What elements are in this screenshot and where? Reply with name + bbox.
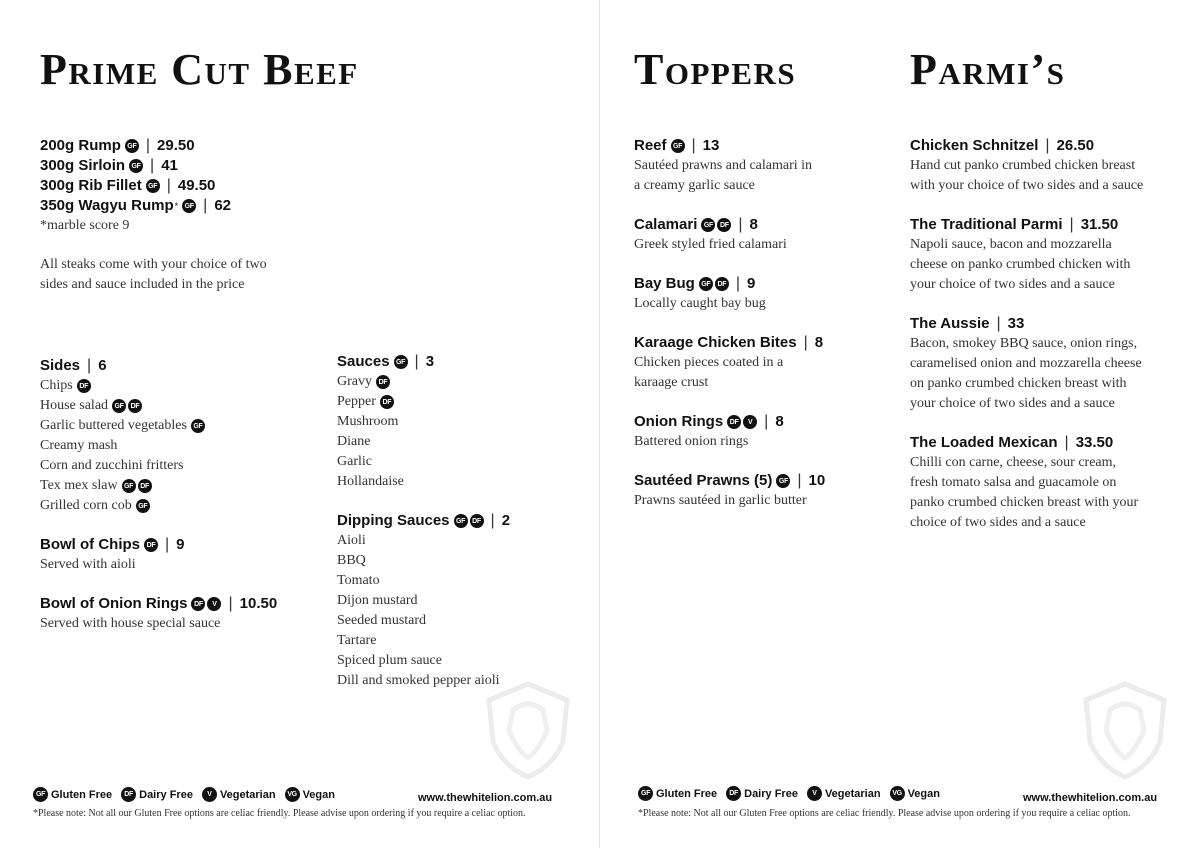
dairy-free-badge-icon: DF: [717, 218, 731, 232]
dairy-free-badge-icon: DF: [727, 415, 741, 429]
legend-item: [121, 787, 193, 802]
item-name: Tomato: [337, 573, 380, 588]
item-name: Reef: [634, 137, 667, 154]
gluten-free-badge-icon: GF: [129, 159, 143, 173]
item-price: 8: [775, 413, 784, 430]
item-description: Bacon, smokey BBQ sauce, onion rings,: [910, 336, 1138, 351]
steak-list: [40, 136, 267, 216]
item-heading: [910, 215, 1143, 235]
vegetarian-badge-icon: V: [807, 786, 822, 801]
item-price: 8: [749, 216, 758, 233]
item-spacer: [634, 393, 825, 412]
item-description: Prawns sautéed in garlic butter: [634, 493, 807, 508]
steak-item: [40, 156, 267, 176]
price-separator: |: [691, 137, 696, 154]
lion-crest-watermark-icon: [1080, 680, 1170, 780]
legend-label: Gluten Free: [656, 787, 718, 800]
dipping-price: 2: [501, 512, 511, 529]
menu-page-left: [0, 0, 599, 848]
footnote-marker: *: [174, 201, 179, 211]
price-separator: |: [803, 334, 808, 351]
price-separator: |: [996, 315, 1001, 332]
menu-item: [634, 393, 825, 452]
list-item: [337, 611, 510, 631]
item-spacer: [910, 295, 1143, 314]
item-name: Spiced plum sauce: [337, 653, 442, 668]
marble-note: *marble score 9: [40, 218, 130, 233]
steak-note-line-2: sides and sauce included in the price: [40, 277, 245, 292]
item-name: Mushroom: [337, 414, 399, 429]
dipping-badges: [450, 514, 484, 528]
item-price: 8: [814, 334, 824, 351]
dietary-legend: [638, 786, 949, 801]
sides-section: [40, 356, 277, 634]
item-description: your choice of two sides and a sauce: [910, 396, 1115, 411]
price-separator: |: [1064, 434, 1069, 451]
dairy-free-badge-icon: DF: [715, 277, 729, 291]
price-separator: |: [1045, 137, 1050, 154]
sides-list: [40, 376, 277, 516]
legend-label: Vegan: [302, 788, 335, 801]
steak-item: [40, 196, 267, 216]
sides-title: Sides: [40, 357, 81, 374]
item-name: Aioli: [337, 533, 366, 548]
list-item: [337, 432, 510, 452]
menu-item: [634, 196, 825, 255]
gluten-free-badge-icon: GF: [122, 479, 136, 493]
item-description: a creamy garlic sauce: [634, 178, 755, 193]
dipping-title: Dipping Sauces: [337, 512, 450, 529]
item-name: The Traditional Parmi: [910, 216, 1063, 233]
item-name: Hollandaise: [337, 474, 404, 489]
item-price: 9: [747, 275, 756, 292]
item-name: Dill and smoked pepper aioli: [337, 673, 500, 688]
item-name: BBQ: [337, 553, 366, 568]
gluten-free-badge-icon: GF: [182, 199, 196, 213]
item-price: 62: [214, 197, 231, 214]
sauces-section: [337, 352, 510, 691]
item-name: Dijon mustard: [337, 593, 418, 608]
item-name: 300g Rib Fillet: [40, 177, 142, 194]
list-item: [40, 476, 277, 496]
item-heading: [634, 215, 825, 235]
gluten-free-badge-icon: GF: [136, 499, 150, 513]
bowl-onion-price: 10.50: [239, 595, 278, 612]
dairy-free-badge-icon: DF: [376, 375, 390, 389]
item-price: 49.50: [177, 177, 216, 194]
legend-label: Vegan: [907, 787, 940, 800]
list-item: [337, 412, 510, 432]
item-price: 41: [161, 157, 178, 174]
dairy-free-badge-icon: DF: [726, 786, 741, 801]
list-item: [40, 456, 277, 476]
item-price: 33: [1007, 315, 1025, 332]
item-heading: [910, 136, 1143, 156]
list-item: [40, 436, 277, 456]
website-link[interactable]: www.thewhitelion.com.au: [418, 792, 553, 804]
item-name: Pepper: [337, 394, 376, 409]
item-description: Battered onion rings: [634, 434, 749, 449]
item-price: 10: [808, 472, 826, 489]
item-description: Locally caught bay bug: [634, 296, 766, 311]
legend-label: Dairy Free: [139, 788, 193, 801]
price-separator: |: [764, 413, 769, 430]
legend-item: [890, 786, 940, 801]
vegetarian-badge-icon: V: [202, 787, 217, 802]
item-spacer: [634, 196, 825, 215]
item-name: Corn and zucchini fritters: [40, 458, 184, 473]
item-description: your choice of two sides and a sauce: [910, 277, 1115, 292]
item-name: Chips: [40, 378, 73, 393]
list-item: [337, 452, 510, 472]
gluten-free-badge-icon: GF: [33, 787, 48, 802]
bowl-chips-heading: Bowl of Chips DF | 9: [40, 536, 185, 553]
list-item: [337, 372, 510, 392]
list-item: [40, 496, 277, 516]
vegan-badge-icon: VG: [285, 787, 300, 802]
sides-heading: Sides | 6: [40, 357, 107, 374]
item-heading: [634, 136, 825, 156]
item-price: 26.50: [1056, 137, 1095, 154]
list-item: [337, 591, 510, 611]
item-description: Napoli sauce, bacon and mozzarella: [910, 237, 1112, 252]
celiac-note: *Please note: Not all our Gluten Free options are celiac friendly. Please advise upon ordering if you require a celiac option.: [638, 808, 1131, 819]
legend-label: Vegetarian: [824, 787, 881, 800]
celiac-note: *Please note: Not all our Gluten Free options are celiac friendly. Please advise upon ordering if you require a celiac option.: [33, 808, 526, 819]
gluten-free-badge-icon: GF: [671, 139, 685, 153]
item-name: Seeded mustard: [337, 613, 427, 628]
list-item: [337, 472, 510, 492]
menu-item: [910, 136, 1143, 196]
price-separator: |: [797, 472, 802, 489]
steak-item: [40, 136, 267, 156]
gluten-free-badge-icon: GF: [638, 786, 653, 801]
legend-item: [285, 787, 335, 802]
item-name: House salad: [40, 398, 109, 413]
item-heading: [634, 274, 825, 294]
item-description: choice of two sides and a sauce: [910, 515, 1086, 530]
item-spacer: [910, 196, 1143, 215]
dairy-free-badge-icon: DF: [380, 395, 394, 409]
item-heading: [634, 471, 825, 491]
website-link[interactable]: www.thewhitelion.com.au: [1023, 792, 1158, 804]
toppers-title: Toppers: [634, 45, 797, 94]
list-item: [337, 551, 510, 571]
menu-item: [634, 255, 825, 314]
list-item: [40, 396, 277, 416]
legend-item: [638, 786, 717, 801]
item-name: 350g Wagyu Rump: [40, 197, 174, 214]
price-separator: |: [145, 137, 151, 154]
item-description: Chicken pieces coated in a: [634, 355, 784, 370]
item-description: with your choice of two sides and a sauce: [910, 178, 1144, 193]
sauces-heading: Sauces GF | 3: [337, 353, 435, 370]
menu-page-right: [600, 0, 1200, 848]
item-heading: [910, 433, 1143, 453]
sauces-list: [337, 372, 510, 492]
menu-item: [910, 196, 1143, 295]
item-description: karaage crust: [634, 375, 709, 390]
item-name: The Aussie: [910, 315, 990, 332]
menu-item: [634, 452, 825, 511]
bowl-chips-badges: [140, 538, 158, 552]
item-name: Chicken Schnitzel: [910, 137, 1039, 154]
item-description: Sautéed prawns and calamari in: [634, 158, 813, 173]
item-description: panko crumbed chicken breast with your: [910, 495, 1139, 510]
item-name: Sautéed Prawns (5): [634, 472, 773, 489]
item-name: The Loaded Mexican: [910, 434, 1058, 451]
price-separator: |: [738, 216, 743, 233]
item-heading: [634, 333, 825, 353]
parmis-list: [910, 136, 1143, 533]
item-name: Onion Rings: [634, 413, 724, 430]
item-price: 33.50: [1075, 434, 1114, 451]
item-name: Grilled corn cob: [40, 498, 132, 513]
sauces-title: Sauces: [337, 353, 390, 370]
item-spacer: [634, 255, 825, 274]
menu-item: [910, 295, 1143, 414]
list-item: [40, 376, 277, 396]
vegan-badge-icon: VG: [890, 786, 905, 801]
list-item: [40, 416, 277, 436]
item-name: Calamari: [634, 216, 698, 233]
item-name: 300g Sirloin: [40, 157, 126, 174]
legend-item: [33, 787, 112, 802]
gluten-free-badge-icon: GF: [125, 139, 139, 153]
sauces-badges: [390, 355, 408, 369]
item-name: Bay Bug: [634, 275, 695, 292]
bowl-onion-heading: Bowl of Onion Rings DF V | 10.50: [40, 595, 278, 612]
item-spacer: [634, 452, 825, 471]
item-name: 200g Rump: [40, 137, 121, 154]
item-description: cheese on panko crumbed chicken with: [910, 257, 1131, 272]
menu-item: [634, 136, 825, 196]
gluten-free-badge-icon: GF: [699, 277, 713, 291]
item-description: Chilli con carne, cheese, sour cream,: [910, 455, 1117, 470]
dairy-free-badge-icon: DF: [144, 538, 158, 552]
item-name: Tartare: [337, 633, 377, 648]
item-description: Hand cut panko crumbed chicken breast: [910, 158, 1136, 173]
bowl-onion-badges: [187, 597, 221, 611]
gluten-free-badge-icon: GF: [112, 399, 126, 413]
dairy-free-badge-icon: DF: [191, 597, 205, 611]
gluten-free-badge-icon: GF: [776, 474, 790, 488]
item-description: Greek styled fried calamari: [634, 237, 787, 252]
gluten-free-badge-icon: GF: [454, 514, 468, 528]
gluten-free-badge-icon: GF: [191, 419, 205, 433]
price-separator: |: [150, 157, 155, 174]
gluten-free-badge-icon: GF: [146, 179, 160, 193]
dairy-free-badge-icon: DF: [121, 787, 136, 802]
legend-item: [202, 787, 276, 802]
list-item: [337, 531, 510, 551]
price-separator: |: [166, 177, 171, 194]
list-item: [337, 631, 510, 651]
sides-price: 6: [98, 357, 107, 374]
legend-label: Gluten Free: [51, 788, 113, 801]
dairy-free-badge-icon: DF: [138, 479, 152, 493]
list-item: [337, 571, 510, 591]
gluten-free-badge-icon: GF: [394, 355, 408, 369]
parmis-title: Parmi’s: [910, 45, 1066, 94]
steak-item: [40, 176, 267, 196]
dairy-free-badge-icon: DF: [128, 399, 142, 413]
item-name: Garlic: [337, 454, 372, 469]
sauces-price: 3: [425, 353, 435, 370]
legend-item: [726, 786, 798, 801]
item-price: 13: [702, 137, 720, 154]
item-name: Karaage Chicken Bites: [634, 334, 797, 351]
item-description: caramelised onion and mozzarella cheese: [910, 356, 1142, 371]
bowl-chips-title: Bowl of Chips: [40, 536, 140, 553]
list-item: [337, 651, 510, 671]
menu-item: [910, 414, 1143, 533]
item-heading: [634, 412, 825, 432]
item-price: 31.50: [1080, 216, 1119, 233]
bowl-onion-desc: Served with house special sauce: [40, 616, 221, 631]
item-name: Gravy: [337, 374, 372, 389]
dairy-free-badge-icon: DF: [77, 379, 91, 393]
vegetarian-badge-icon: V: [207, 597, 221, 611]
item-description: fresh tomato salsa and guacamole on: [910, 475, 1117, 490]
item-price: 29.50: [157, 137, 195, 154]
toppers-list: [634, 136, 825, 511]
price-separator: |: [1069, 216, 1074, 233]
legend-item: [807, 786, 881, 801]
menu-item: [634, 314, 825, 393]
item-description: on panko crumbed chicken breast with: [910, 376, 1127, 391]
item-name: Creamy mash: [40, 438, 118, 453]
price-separator: |: [735, 275, 740, 292]
vegetarian-badge-icon: V: [743, 415, 757, 429]
item-heading: [910, 314, 1143, 334]
bowl-onion-title: Bowl of Onion Rings: [40, 595, 188, 612]
dairy-free-badge-icon: DF: [470, 514, 484, 528]
dipping-heading: Dipping Sauces GF DF | 2: [337, 512, 511, 529]
item-name: Diane: [337, 434, 371, 449]
legend-label: Dairy Free: [744, 787, 798, 800]
steaks-section: [40, 136, 267, 295]
bowl-chips-price: 9: [176, 536, 185, 553]
price-separator: |: [203, 197, 208, 214]
legend-label: Vegetarian: [219, 788, 276, 801]
item-spacer: [910, 414, 1143, 433]
lion-crest-watermark-icon: [483, 680, 573, 780]
dietary-legend: [33, 787, 344, 802]
steak-note-line-1: All steaks come with your choice of two: [40, 257, 267, 272]
item-name: Garlic buttered vegetables: [40, 418, 187, 433]
gluten-free-badge-icon: GF: [701, 218, 715, 232]
item-spacer: [634, 314, 825, 333]
bowl-chips-desc: Served with aioli: [40, 557, 136, 572]
dipping-list: [337, 531, 510, 691]
prime-cut-beef-title: Prime Cut Beef: [40, 45, 359, 94]
list-item: [337, 392, 510, 412]
item-name: Tex mex slaw: [40, 478, 118, 493]
